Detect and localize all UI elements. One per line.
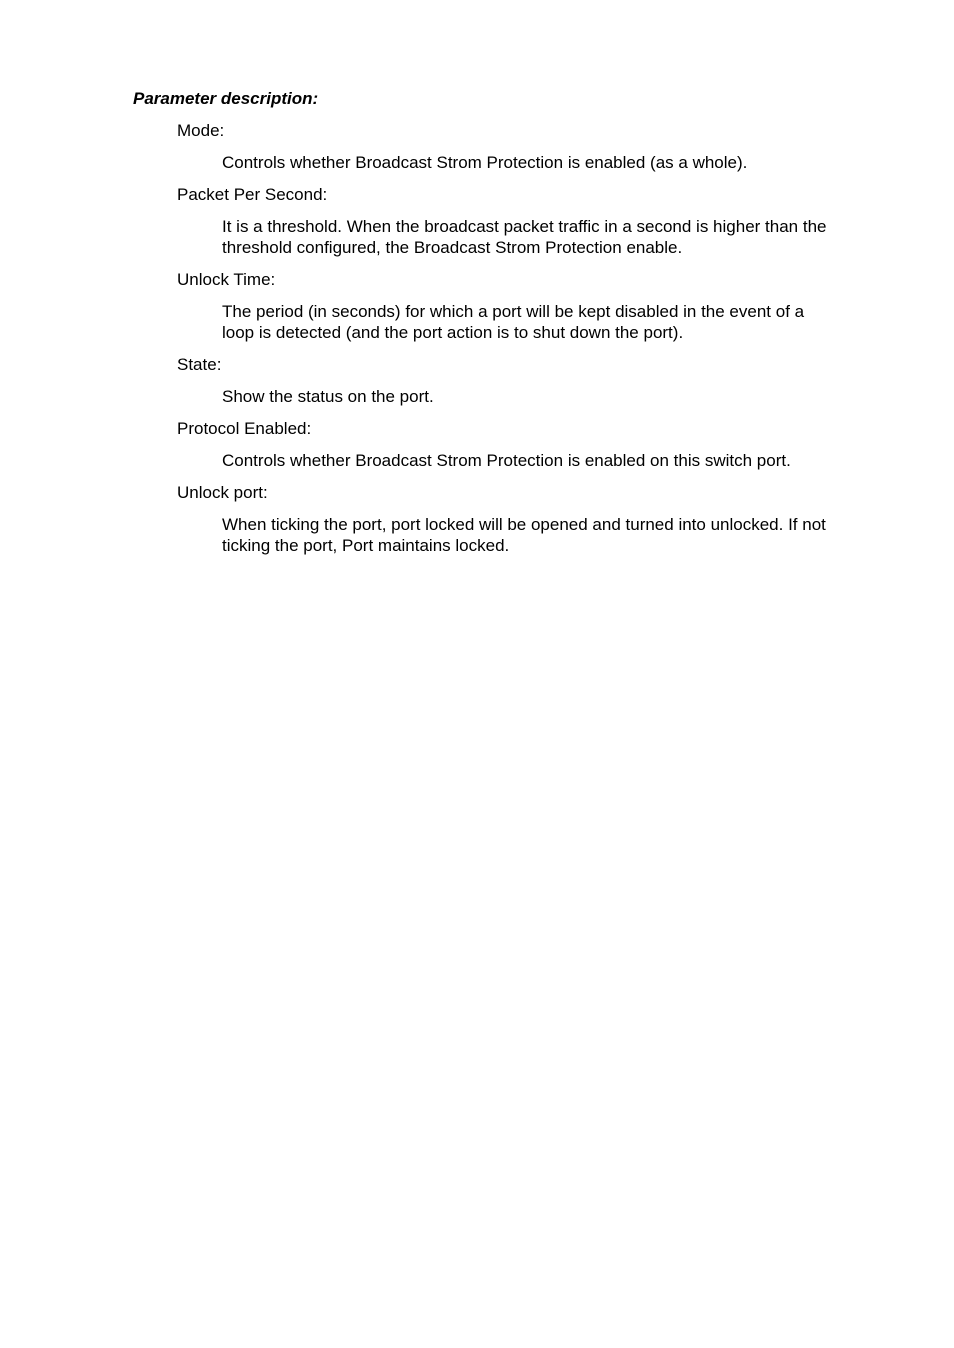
param-desc-packet-per-second: It is a threshold. When the broadcast packet traffic in a second is higher than the threshold configured, the Broadcast Strom Protection enable. [222, 217, 827, 257]
param-term-mode: Mode: [177, 121, 225, 140]
param-desc-unlock-port: When ticking the port, port locked will be opened and turned into unlocked. If not ticking the port, Port maintains locked. [222, 515, 826, 555]
param-term-unlock-port: Unlock port: [177, 483, 268, 502]
param-term-protocol-enabled: Protocol Enabled: [177, 419, 312, 438]
param-desc-state: Show the status on the port. [222, 387, 434, 406]
param-term-packet-per-second: Packet Per Second: [177, 185, 328, 204]
param-desc-protocol-enabled: Controls whether Broadcast Strom Protection is enabled on this switch port. [222, 451, 791, 470]
param-desc-unlock-time: The period (in seconds) for which a port will be kept disabled in the event of a loop is detected (and the port action is to shut down the port). [222, 302, 805, 342]
parameter-list [177, 120, 837, 567]
param-term-unlock-time: Unlock Time: [177, 270, 276, 289]
param-desc-mode: Controls whether Broadcast Strom Protection is enabled (as a whole). [222, 153, 748, 172]
param-term-state: State: [177, 355, 222, 374]
section-title: Parameter description: [133, 89, 319, 108]
